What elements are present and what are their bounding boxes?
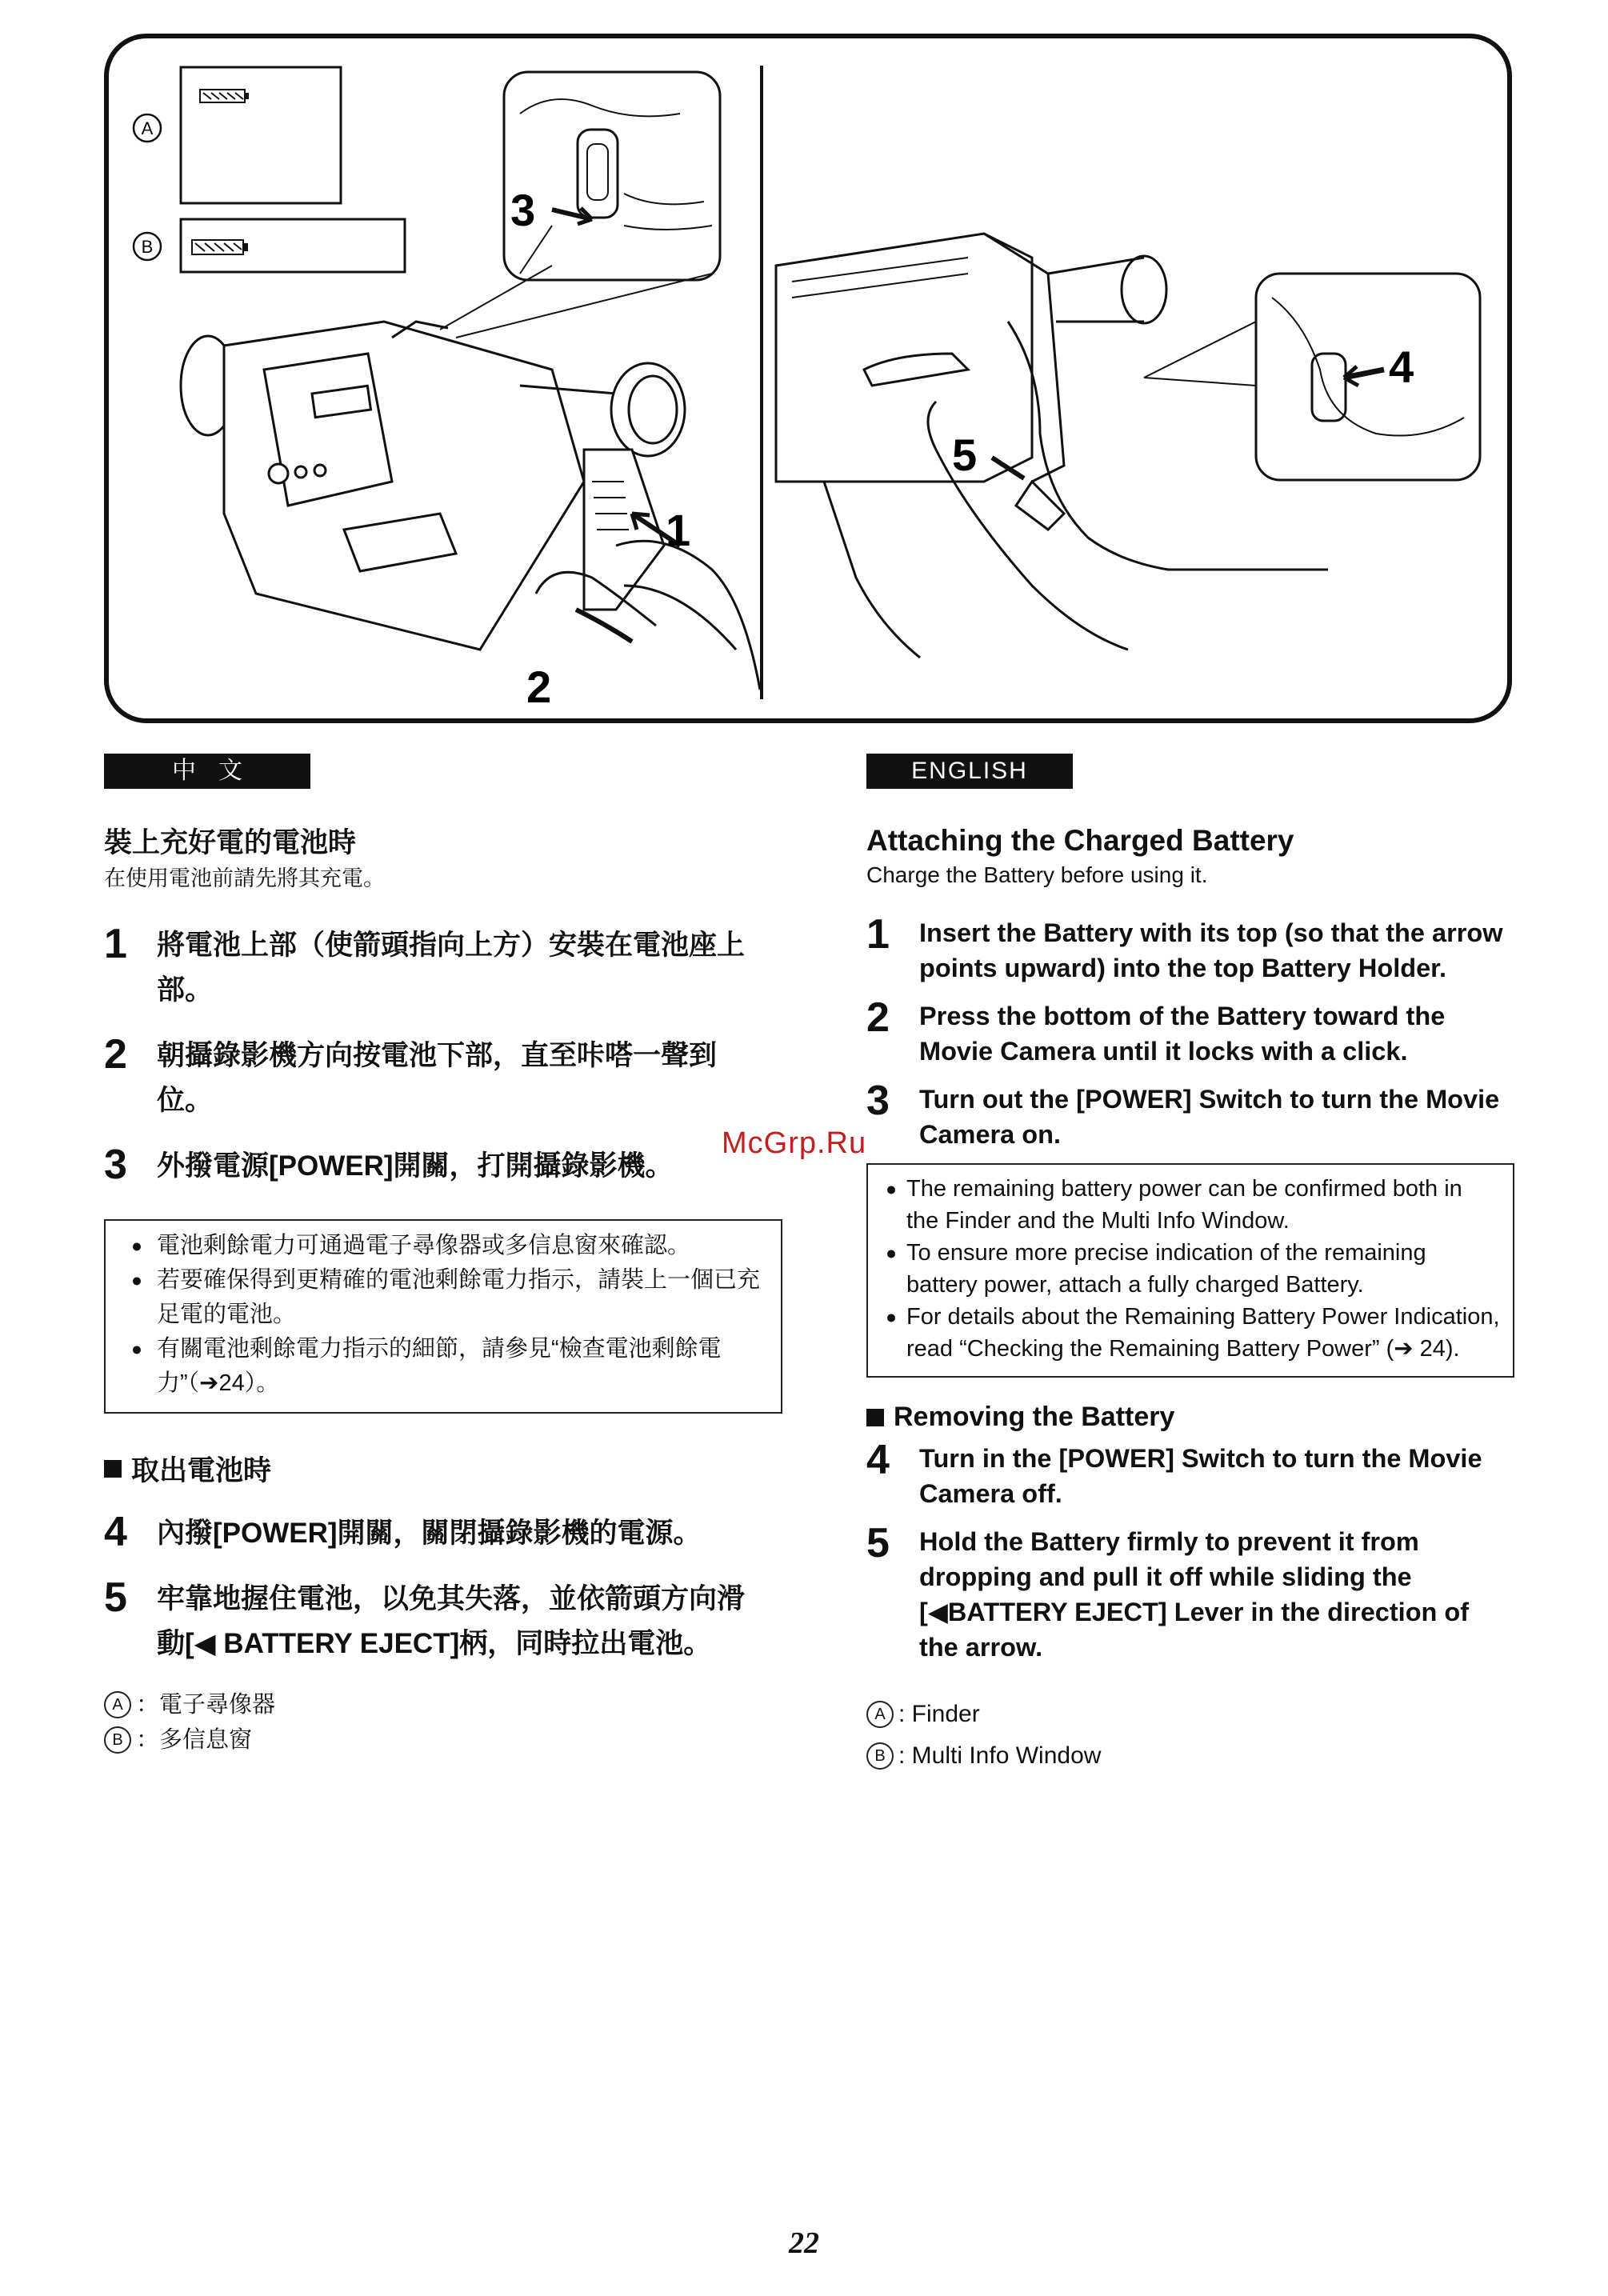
step-number: 5 <box>104 1574 127 1621</box>
step-number: 1 <box>104 921 127 967</box>
svg-text:5: 5 <box>952 430 978 480</box>
legend-item <box>104 1687 760 1722</box>
step-list-zh <box>104 923 760 1189</box>
camcorder-right <box>776 234 1328 658</box>
legend-text: : Multi Info Window <box>898 1742 1102 1769</box>
svg-text:1: 1 <box>666 505 691 555</box>
step-text: 內撥[POWER]開關，關閉攝錄影機的電源。 <box>157 1518 702 1549</box>
step-number: 2 <box>104 1031 127 1078</box>
step-number: 4 <box>104 1509 127 1555</box>
svg-text:B: B <box>141 237 154 257</box>
step-item <box>104 1574 760 1666</box>
step-number: 3 <box>104 1142 127 1188</box>
removing-heading-text: Removing the Battery <box>894 1402 1175 1432</box>
step-number: 5 <box>866 1520 890 1566</box>
language-tab-english: ENGLISH <box>866 754 1073 789</box>
note-item: ● 有關電池剩餘電力指示的細節，請參見“檢查電池剩餘電力”（➔24）。 <box>128 1332 768 1401</box>
notes-box-en <box>866 1163 1514 1378</box>
battery-illustration <box>104 34 1512 723</box>
step-text: Hold the Battery firmly to prevent it from dropping and pull it off while sliding the [◀BATTERY EJECT] Lever in the direction of the arrow. <box>919 1527 1470 1662</box>
legend-zh <box>104 1687 760 1758</box>
step-text: Insert the Battery with its top (so that the arrow points upward) into the top Battery Holder. <box>919 918 1503 982</box>
inset-power-switch-off <box>1256 274 1480 480</box>
circled-letter: B <box>104 1726 131 1754</box>
step-number: 3 <box>866 1078 890 1124</box>
svg-text:A: A <box>141 118 154 138</box>
multi-info-window-display <box>181 219 405 272</box>
legend-en <box>866 1694 1514 1777</box>
step-number: 4 <box>866 1437 890 1483</box>
note-item: ● The remaining battery power can be confirmed both in the Finder and the Multi Info Window. <box>890 1173 1500 1237</box>
page-number: 22 <box>789 2226 819 2260</box>
note-item: ● To ensure more precise indication of the remaining battery power, attach a fully charged Battery. <box>890 1237 1500 1301</box>
section-title-en: Attaching the Charged Battery <box>866 824 1294 857</box>
inset-power-switch <box>504 72 720 280</box>
removing-heading-zh <box>104 1449 760 1489</box>
section-subtitle-en: Charge the Battery before using it. <box>866 862 1208 887</box>
square-bullet-icon <box>866 1409 884 1426</box>
step-item <box>866 1080 1514 1152</box>
step-text: 外撥電源[POWER]開關，打開攝錄影機。 <box>157 1150 674 1182</box>
note-item: ● For details about the Remaining Battery Power Indication, read “Checking the Remaining Battery Power” (➔ 24). <box>890 1301 1500 1365</box>
circled-letter: A <box>866 1701 894 1728</box>
note-item: ● 電池剩餘電力可通過電子尋像器或多信息窗來確認。 <box>128 1229 768 1263</box>
legend-text: ：電子尋像器 <box>136 1692 276 1718</box>
step-text: 朝攝錄影機方向按電池下部，直至咔嗒一聲到位。 <box>157 1040 718 1116</box>
marker-a <box>134 114 161 142</box>
legend-text: : Finder <box>898 1701 980 1727</box>
legend-text: ：多信息窗 <box>136 1727 253 1753</box>
step-text: Turn out the [POWER] Switch to turn the Movie Camera on. <box>919 1085 1500 1149</box>
step-item <box>104 1031 760 1123</box>
step-item <box>866 994 1514 1069</box>
removing-heading-en <box>866 1402 1514 1433</box>
legend-item <box>104 1722 760 1758</box>
english-column <box>866 754 1514 1777</box>
marker-b <box>134 233 161 260</box>
step-item <box>104 923 760 1013</box>
step-text: 牢靠地握住電池，以免其失落，並依箭頭方向滑動[◀ BATTERY EJECT]柄，同時拉出電池。 <box>157 1583 746 1659</box>
step-item <box>866 1439 1514 1511</box>
step-number: 2 <box>866 994 890 1041</box>
step-text: 將電池上部（使箭頭指向上方）安裝在電池座上部。 <box>157 930 746 1006</box>
svg-text:3: 3 <box>510 185 536 235</box>
battery-icon-finder <box>200 90 249 102</box>
battery-icon-multi-info <box>192 240 248 254</box>
removing-heading-text: 取出電池時 <box>131 1455 272 1486</box>
step-list-en <box>866 911 1514 1152</box>
legend-item <box>866 1694 1514 1735</box>
step-item <box>104 1144 760 1189</box>
step-item <box>866 1522 1514 1665</box>
step-item <box>866 911 1514 986</box>
step-text: Turn in the [POWER] Switch to turn the Movie Camera off. <box>919 1444 1482 1508</box>
circled-letter: A <box>104 1691 131 1718</box>
finder-display <box>181 67 341 203</box>
chinese-column <box>104 754 760 1758</box>
step-item <box>104 1511 760 1556</box>
notes-box-zh <box>104 1219 782 1414</box>
watermark: McGrp.Ru <box>722 1126 867 1160</box>
square-bullet-icon <box>104 1460 122 1478</box>
circled-letter: B <box>866 1742 894 1770</box>
svg-text:4: 4 <box>1389 342 1414 392</box>
language-tab-chinese: 中文 <box>104 754 310 789</box>
section-subtitle-zh: 在使用電池前請先將其充電。 <box>104 866 385 890</box>
note-item: ● 若要確保得到更精確的電池剩餘電力指示，請裝上一個已充足電的電池。 <box>128 1263 768 1332</box>
step-text: Press the bottom of the Battery toward the Movie Camera until it locks with a click. <box>919 1002 1446 1066</box>
legend-item <box>866 1735 1514 1777</box>
section-title-zh: 裝上充好電的電池時 <box>104 827 357 858</box>
step-number: 1 <box>866 911 890 958</box>
svg-text:2: 2 <box>526 662 552 712</box>
